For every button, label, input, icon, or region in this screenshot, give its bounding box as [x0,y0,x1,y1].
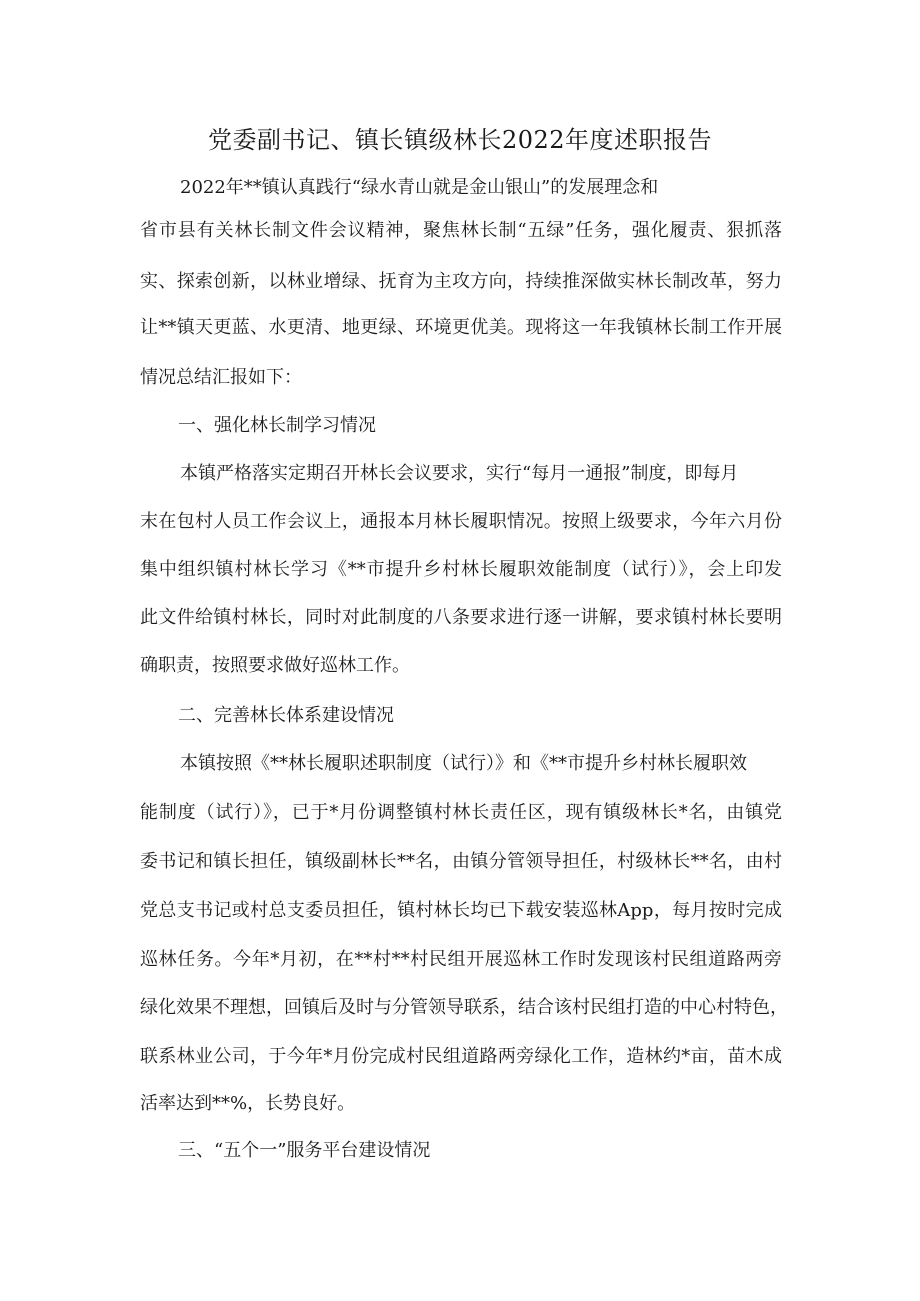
paragraph-line: 省市县有关林长制文件会议精神，聚焦林长制“五绿”任务，强化履责、狠抓落 [140,220,782,241]
paragraph-line: 活率达到**%，长势良好。 [140,1093,356,1114]
paragraph-line: 本镇严格落实定期召开林长会议要求，实行“每月一通报”制度，即每月 [180,463,739,484]
paragraph-line: 能制度（试行）》，已于*月份调整镇村林长责任区，现有镇级林长*名，由镇党 [140,802,782,823]
paragraph-line: 实、探索创新，以林业增绿、抚育为主攻方向，持续推深做实林长制改革，努力 [140,271,782,292]
paragraph-line: 2022年**镇认真践行“绿水青山就是金山银山”的发展理念和 [180,177,659,198]
paragraph-line: 委书记和镇长担任，镇级副林长**名，由镇分管领导担任，村级林长**名，由村 [140,851,782,872]
paragraph-line: 本镇按照《**林长履职述职制度（试行）》和《**市提升乡村林长履职效 [180,753,747,774]
section-heading: 一、强化林长制学习情况 [178,415,376,436]
paragraph-line: 联系林业公司，于今年*月份完成村民组道路两旁绿化工作，造林约*亩，苗木成 [140,1046,782,1067]
document-title: 党委副书记、镇长镇级林长2022年度述职报告 [207,126,713,154]
paragraph-line: 情况总结汇报如下： [140,367,302,388]
paragraph-line: 此文件给镇村林长，同时对此制度的八条要求进行逐一讲解，要求镇村林长要明 [140,607,782,628]
paragraph-line: 集中组织镇村林长学习《**市提升乡村林长履职效能制度（试行）》，会上印发 [140,559,782,580]
paragraph-line: 让**镇天更蓝、水更清、地更绿、环境更优美。现将这一年我镇林长制工作开展 [140,317,782,338]
paragraph-line: 巡林任务。今年*月初，在**村**村民组开展巡林工作时发现该村民组道路两旁 [140,949,782,970]
paragraph-line: 党总支书记或村总支委员担任，镇村林长均已下载安装巡林App，每月按时完成 [140,900,782,921]
paragraph-line: 末在包村人员工作会议上，通报本月林长履职情况。按照上级要求，今年六月份 [140,511,782,532]
section-heading: 三、“五个一”服务平台建设情况 [178,1140,431,1161]
paragraph-line: 绿化效果不理想，回镇后及时与分管领导联系，结合该村民组打造的中心村特色， [140,997,788,1018]
section-heading: 二、完善林长体系建设情况 [178,705,394,726]
paragraph-line: 确职责，按照要求做好巡林工作。 [140,655,410,676]
